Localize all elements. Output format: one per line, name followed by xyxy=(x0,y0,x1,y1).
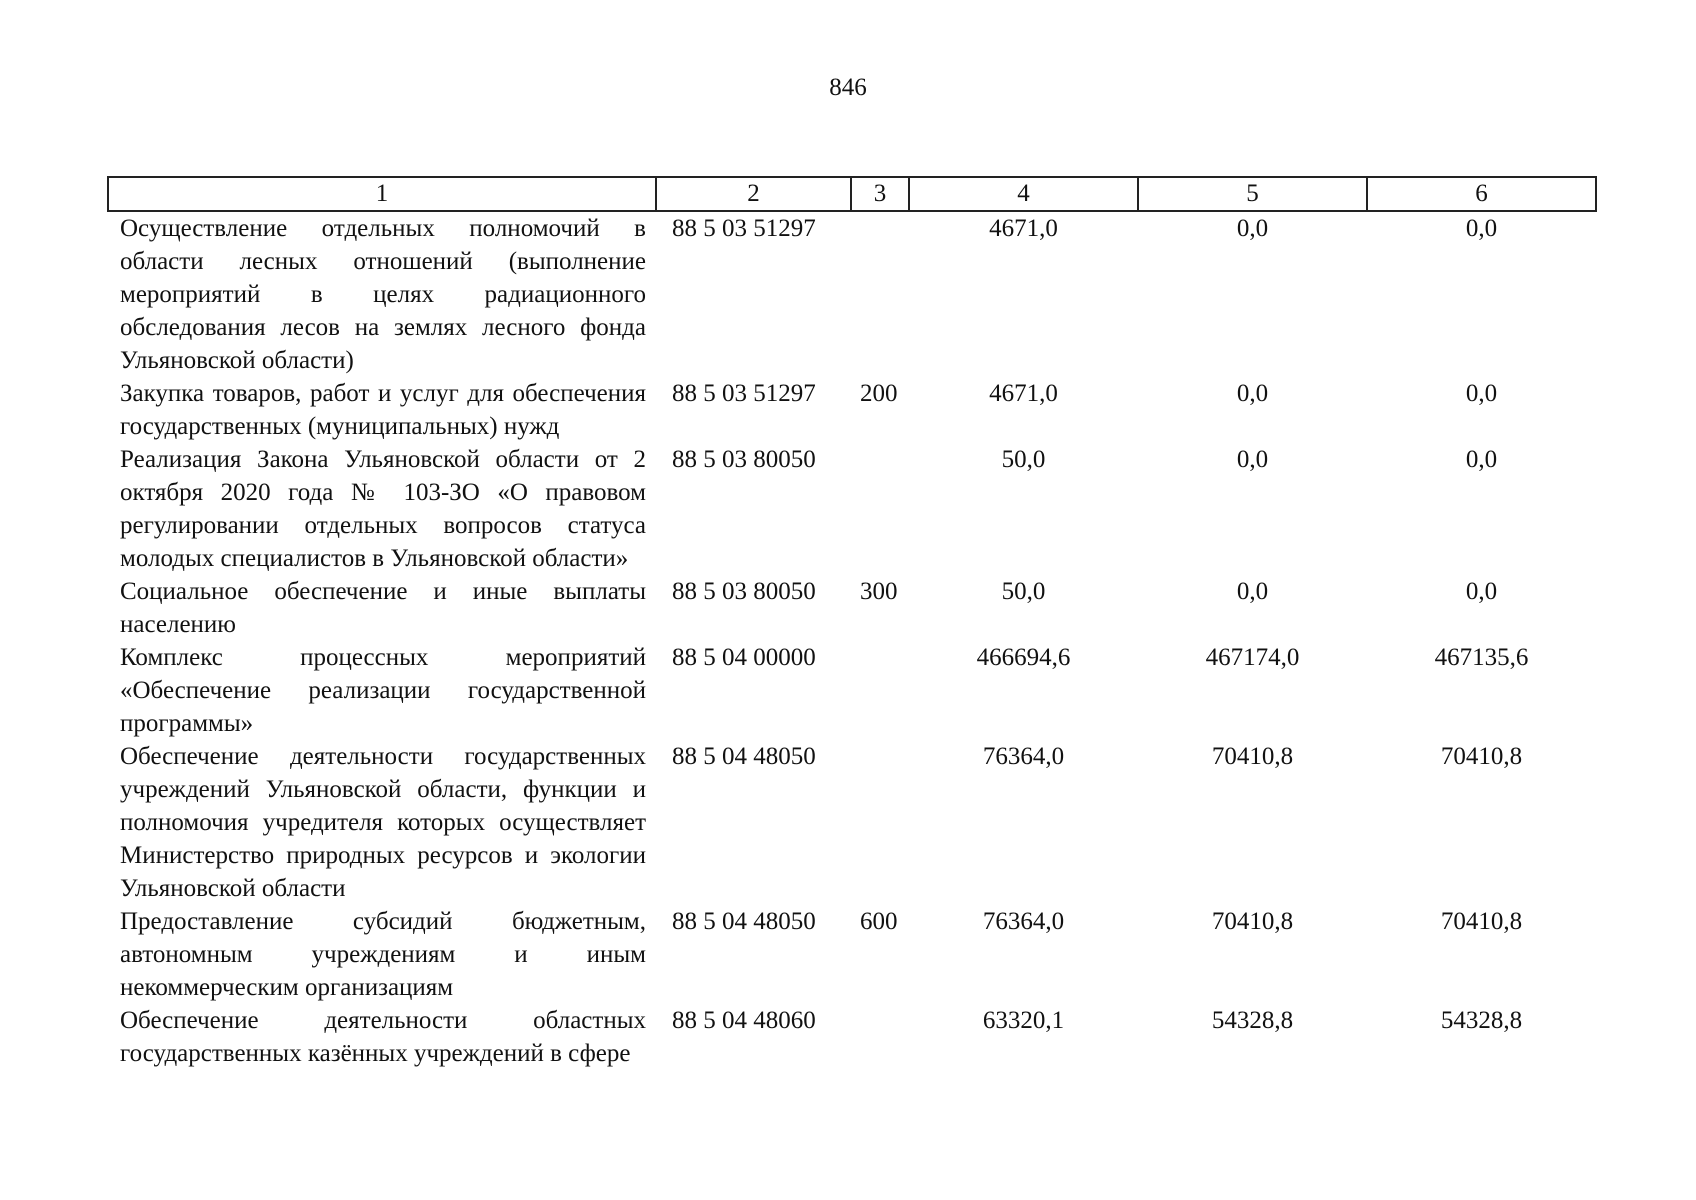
table-row xyxy=(108,443,1596,575)
row-code: 88 5 04 48050 xyxy=(672,908,816,935)
header-col-4: 4 xyxy=(909,177,1138,211)
row-code: 88 5 03 80050 xyxy=(672,446,816,473)
row-value-col4: 63320,1 xyxy=(982,1007,1065,1034)
row-value-col6: 0,0 xyxy=(1465,446,1498,473)
table-row xyxy=(108,211,1596,377)
row-name: Осуществление отдельных полномочий в области лесных отношений (выполнение мероприятий в целях радиационного обследования лесов на землях лесного фонда Ульяновской области) xyxy=(120,215,646,374)
budget-table xyxy=(107,176,1597,1070)
row-code: 88 5 03 51297 xyxy=(672,380,816,407)
row-name: Обеспечение деятельности государственных учреждений Ульяновской области, функции и полномочия учредителя которых осуществляет Министерство природных ресурсов и экологии Ульяновской области xyxy=(120,743,646,902)
header-col-2: 2 xyxy=(656,177,851,211)
row-expense-type xyxy=(851,1004,909,1070)
row-name: Социальное обеспечение и иные выплаты населению xyxy=(120,578,646,638)
row-name: Комплекс процессных мероприятий «Обеспечение реализации государственной программы» xyxy=(120,644,646,737)
row-value-col4: 76364,0 xyxy=(982,908,1065,935)
row-value-col5: 54328,8 xyxy=(1211,1007,1294,1034)
table-row xyxy=(108,905,1596,1004)
row-value-col6: 0,0 xyxy=(1465,380,1498,407)
row-expense-type xyxy=(851,740,909,905)
row-code: 88 5 04 48050 xyxy=(672,743,816,770)
table-row xyxy=(108,641,1596,740)
row-name: Предоставление субсидий бюджетным, автономным учреждениям и иным некоммерческим организациям xyxy=(120,908,646,1001)
row-name: Реализация Закона Ульяновской области от 2 октября 2020 года № 103-ЗО «О правовом регулировании отдельных вопросов статуса молодых специалистов в Ульяновской области» xyxy=(120,446,646,572)
header-row xyxy=(108,177,1596,211)
table-row xyxy=(108,575,1596,641)
header-col-3: 3 xyxy=(851,177,909,211)
row-value-col5: 0,0 xyxy=(1236,446,1269,473)
row-name: Обеспечение деятельности областных государственных казённых учреждений в сфере xyxy=(120,1007,646,1067)
row-value-col4: 466694,6 xyxy=(976,644,1071,671)
row-value-col4: 76364,0 xyxy=(982,743,1065,770)
row-value-col4: 4671,0 xyxy=(989,215,1058,242)
row-value-col5: 0,0 xyxy=(1236,578,1269,605)
header-col-1: 1 xyxy=(108,177,656,211)
row-expense-type xyxy=(851,641,909,740)
row-name: Закупка товаров, работ и услуг для обеспечения государственных (муниципальных) нужд xyxy=(120,380,646,440)
row-code: 88 5 04 00000 xyxy=(672,644,816,671)
row-value-col6: 0,0 xyxy=(1465,215,1498,242)
row-value-col6: 0,0 xyxy=(1465,578,1498,605)
page-number: 846 xyxy=(829,74,867,101)
table-row xyxy=(108,377,1596,443)
row-expense-type: 300 xyxy=(860,578,898,605)
header-col-5: 5 xyxy=(1138,177,1367,211)
row-code: 88 5 03 51297 xyxy=(672,215,816,242)
row-expense-type: 200 xyxy=(860,380,898,407)
row-value-col5: 467174,0 xyxy=(1205,644,1300,671)
row-value-col5: 70410,8 xyxy=(1211,908,1294,935)
table-row xyxy=(108,740,1596,905)
row-value-col5: 0,0 xyxy=(1236,380,1269,407)
row-value-col6: 54328,8 xyxy=(1440,1007,1523,1034)
row-value-col6: 467135,6 xyxy=(1434,644,1529,671)
header-col-6: 6 xyxy=(1367,177,1596,211)
row-value-col4: 50,0 xyxy=(1001,446,1046,473)
row-value-col4: 50,0 xyxy=(1001,578,1046,605)
row-code: 88 5 04 48060 xyxy=(672,1007,816,1034)
row-expense-type xyxy=(851,443,909,575)
row-code: 88 5 03 80050 xyxy=(672,578,816,605)
row-value-col6: 70410,8 xyxy=(1440,743,1523,770)
row-value-col5: 0,0 xyxy=(1236,215,1269,242)
row-expense-type: 600 xyxy=(860,908,898,935)
row-value-col6: 70410,8 xyxy=(1440,908,1523,935)
row-value-col4: 4671,0 xyxy=(989,380,1058,407)
table-row xyxy=(108,1004,1596,1070)
row-expense-type xyxy=(851,211,909,377)
row-value-col5: 70410,8 xyxy=(1211,743,1294,770)
